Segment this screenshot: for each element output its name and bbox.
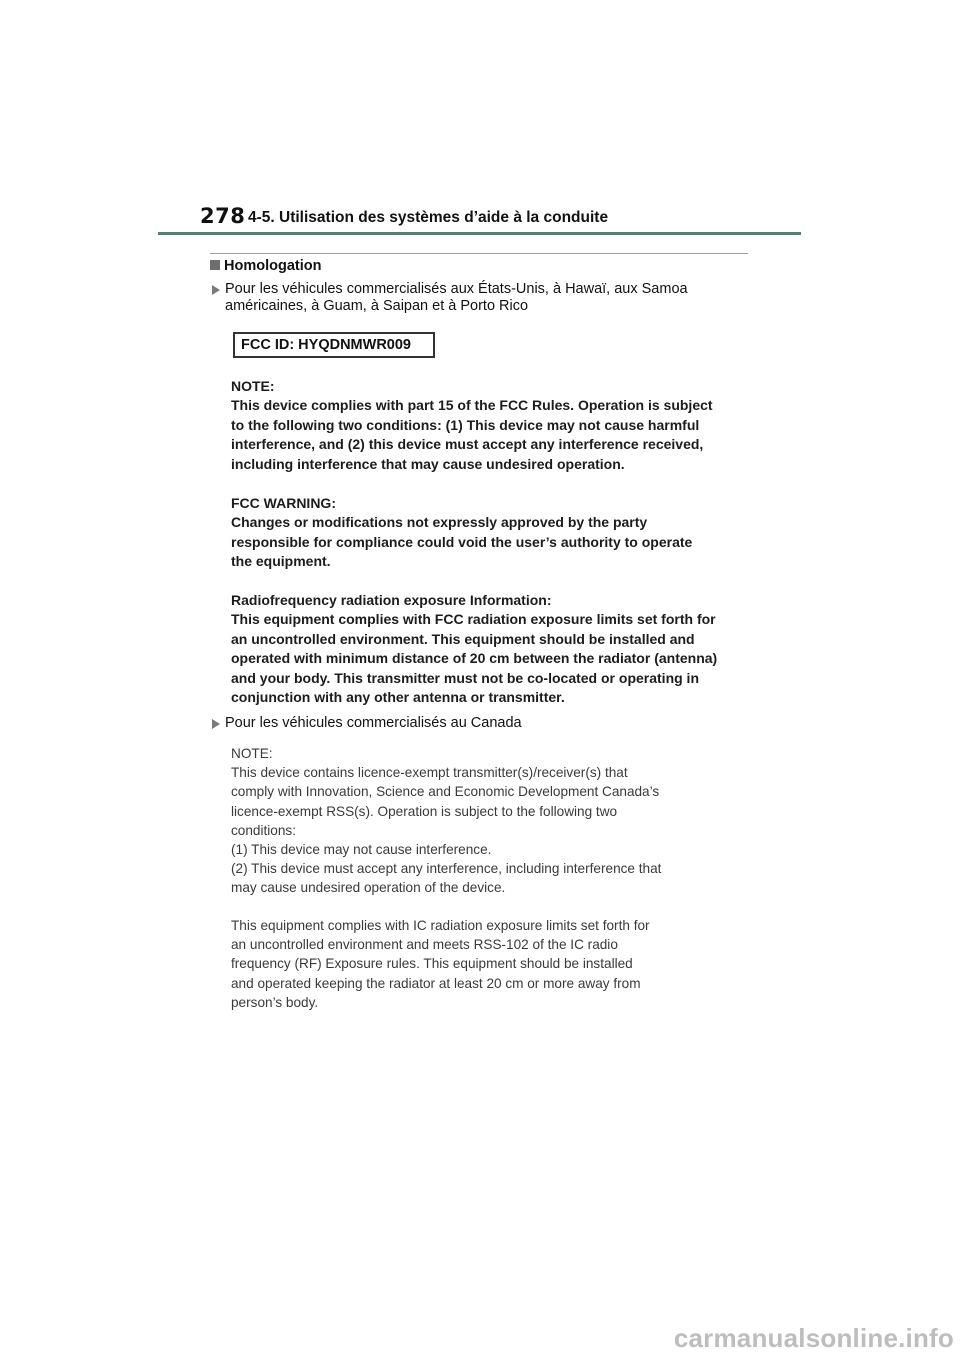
fcc-note-line: interference, and (2) this device must accept any interference received, <box>231 436 704 453</box>
fcc-rf-line: This equipment complies with FCC radiation exposure limits set forth for <box>231 611 716 628</box>
fcc-rf-line: conjunction with any other antenna or transmitter. <box>231 689 565 706</box>
fcc-note-line: to the following two conditions: (1) This device may not cause harmful <box>231 416 700 433</box>
bullet-usa-line-2: américaines, à Guam, à Saipan et à Porto Rico <box>225 298 529 314</box>
ic-note <box>231 744 751 898</box>
ic-note-line: This device contains licence-exempt transmitter(s)/receiver(s) that <box>231 765 628 781</box>
ic-exposure-line: This equipment complies with IC radiation exposure limits set forth for <box>231 918 650 933</box>
header-rule <box>158 232 801 235</box>
ic-exposure-line: person’s body. <box>231 994 319 1010</box>
fcc-warning-line: Changes or modifications not expressly approved by the party <box>231 514 648 531</box>
bullet-canada-text: Pour les véhicules commercialisés au Canada <box>225 715 522 731</box>
fcc-note-line: This device complies with part 15 of the FCC Rules. Operation is subject <box>231 397 713 414</box>
ic-exposure-line: an uncontrolled environment and meets RSS-102 of the IC radio <box>231 937 618 953</box>
fcc-rf-line: and your body. This transmitter must not be co-located or operating in <box>231 669 700 686</box>
fcc-note <box>231 377 751 474</box>
fcc-rf-line: operated with minimum distance of 20 cm between the radiator (antenna) <box>231 650 718 667</box>
page-number: 278 <box>200 204 246 228</box>
fcc-radiofrequency <box>231 591 751 707</box>
section-heading-text: Homologation <box>224 258 322 274</box>
bullet-usa <box>212 281 752 315</box>
fcc-rf-line: Radiofrequency radiation exposure Information: <box>231 592 552 608</box>
triangle-bullet-icon <box>212 285 220 295</box>
square-bullet-icon <box>210 260 220 270</box>
bullet-canada <box>212 715 752 732</box>
ic-note-line: comply with Innovation, Science and Economic Development Canada’s <box>231 784 660 800</box>
fcc-warning-line: responsible for compliance could void the user’s authority to operate <box>231 533 693 550</box>
chapter-title: 4-5. Utilisation des systèmes d’aide à la conduite <box>248 209 609 226</box>
bullet-usa-line-1: Pour les véhicules commercialisés aux États-Unis, à Hawaï, aux Samoa <box>225 281 688 297</box>
ic-note-line: licence-exempt RSS(s). Operation is subject to the following two <box>231 803 618 819</box>
fcc-id-box: FCC ID: HYQDNMWR009 <box>233 332 435 358</box>
ic-note-line: NOTE: <box>231 746 273 761</box>
ic-exposure-line: and operated keeping the radiator at least 20 cm or more away from <box>231 975 641 991</box>
fcc-warning-line: the equipment. <box>231 553 331 570</box>
ic-exposure-line: frequency (RF) Exposure rules. This equipment should be installed <box>231 956 633 972</box>
ic-note-line: (1) This device may not cause interference. <box>231 842 492 858</box>
ic-note-line: conditions: <box>231 822 296 838</box>
fcc-note-line: including interference that may cause undesired operation. <box>231 455 625 472</box>
watermark: carmanualsonline.info <box>673 1323 954 1353</box>
ic-exposure <box>231 916 751 1012</box>
ic-note-line: (2) This device must accept any interference, including interference that <box>231 861 662 877</box>
ic-note-line: may cause undesired operation of the device. <box>231 880 506 896</box>
section-rule <box>210 253 748 254</box>
fcc-rf-line: an uncontrolled environment. This equipment should be installed and <box>231 630 695 647</box>
fcc-warning-line: FCC WARNING: <box>231 495 336 511</box>
fcc-warning <box>231 494 751 572</box>
fcc-note-line: NOTE: <box>231 378 275 394</box>
section-heading <box>210 258 321 274</box>
triangle-bullet-icon <box>212 719 220 729</box>
